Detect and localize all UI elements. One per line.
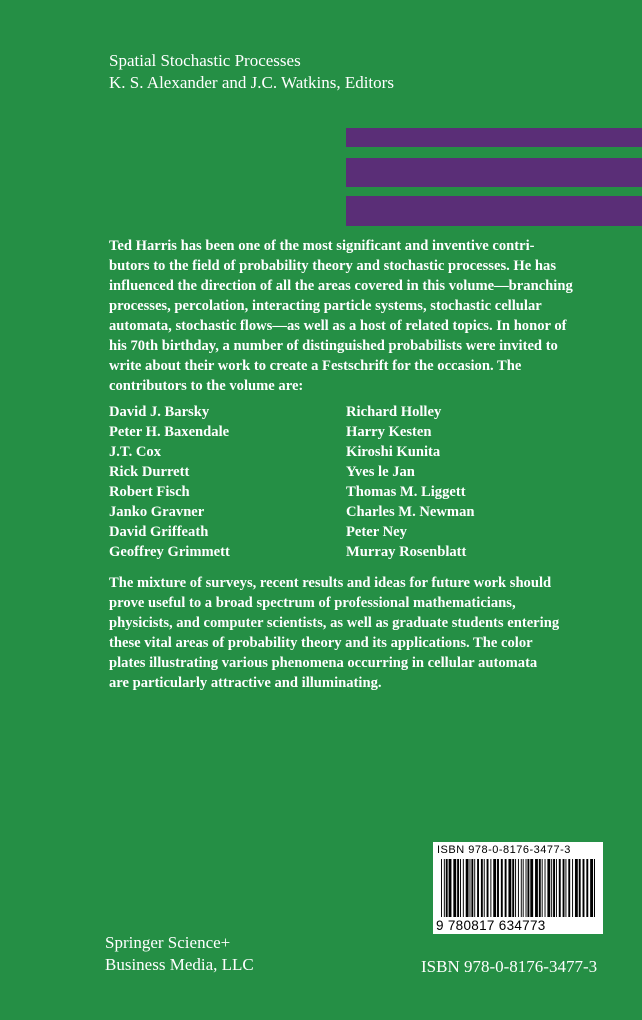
barcode-isbn-label: ISBN 978-0-8176-3477-3	[437, 844, 571, 856]
barcode-bar	[490, 859, 491, 917]
closing-line: are particularly attractive and illuminating.	[109, 675, 382, 691]
closing-line: physicists, and computer scientists, as well as graduate students entering	[109, 615, 560, 631]
barcode-bar	[487, 859, 489, 917]
barcode-bar	[441, 859, 442, 917]
barcode-bars	[441, 859, 595, 917]
barcode-bar	[474, 859, 475, 917]
barcode-bar	[556, 859, 557, 917]
barcode-bar	[466, 859, 469, 917]
barcode-bar	[559, 859, 561, 917]
intro-line: butors to the field of probability theory and stochastic processes. He has	[109, 258, 557, 274]
contributor-name: Robert Fisch	[109, 484, 190, 500]
contributor-name: Geoffrey Grimmett	[109, 544, 230, 560]
barcode-bar	[518, 859, 519, 917]
intro-line: his 70th birthday, a number of distinguished probabilists were invited to	[109, 338, 558, 354]
intro-line: automata, stochastic flows—as well as a host of related topics. In honor of	[109, 318, 567, 334]
decorative-bar-3	[346, 196, 642, 226]
book-header	[109, 50, 394, 94]
barcode-bar	[594, 859, 595, 917]
closing-paragraph	[109, 573, 605, 693]
contributor-column-left	[109, 402, 230, 562]
barcode-bar	[568, 859, 570, 917]
contributor-name: Yves le Jan	[346, 464, 415, 480]
book-editors: K. S. Alexander and J.C. Watkins, Editors	[109, 73, 394, 92]
contributor-name: Richard Holley	[346, 404, 442, 420]
intro-line: processes, percolation, interacting particle systems, stochastic cellular	[109, 298, 542, 314]
contributor-name: Janko Gravner	[109, 504, 205, 520]
barcode-bar	[583, 859, 585, 917]
barcode-bar	[586, 859, 588, 917]
barcode-bar	[535, 859, 538, 917]
barcode-bar	[527, 859, 529, 917]
barcode-bar	[551, 859, 552, 917]
barcode-bar	[521, 859, 522, 917]
barcode-bar	[515, 859, 516, 917]
barcode-bar	[460, 859, 461, 917]
barcode-bar	[444, 859, 445, 917]
barcode-bar	[505, 859, 507, 917]
barcode-bar	[547, 859, 550, 917]
closing-line: The mixture of surveys, recent results and ideas for future work should	[109, 575, 552, 591]
barcode-bar	[512, 859, 514, 917]
isbn-text: ISBN 978-0-8176-3477-3	[421, 957, 598, 976]
barcode-bar	[501, 859, 503, 917]
barcode-bar	[493, 859, 496, 917]
contributor-name: Rick Durrett	[109, 464, 190, 480]
decorative-bar-2	[346, 158, 642, 187]
intro-line: contributors to the volume are:	[109, 378, 304, 394]
book-title: Spatial Stochastic Processes	[109, 51, 301, 70]
intro-line: influenced the direction of all the areas covered in this volume—branching	[109, 278, 573, 294]
barcode-bar	[477, 859, 479, 917]
publisher	[105, 932, 254, 976]
contributor-name: Murray Rosenblatt	[346, 544, 467, 560]
contributor-name: Harry Kesten	[346, 424, 432, 440]
barcode-bar	[446, 859, 448, 917]
barcode-bar	[590, 859, 593, 917]
publisher-line-1: Springer Science+	[105, 933, 231, 952]
barcode-bar	[545, 859, 546, 917]
contributor-name: Peter Ney	[346, 524, 407, 540]
barcode-bar	[526, 859, 527, 917]
barcode-bar	[572, 859, 573, 917]
barcode-bar	[508, 859, 511, 917]
barcode-bar	[449, 859, 452, 917]
barcode-bar	[553, 859, 555, 917]
contributor-name: Thomas M. Liggett	[346, 484, 466, 500]
barcode-digits: 9 780817 634773	[436, 918, 546, 933]
contributor-name: David Griffeath	[109, 524, 209, 540]
contributor-name: Charles M. Newman	[346, 504, 475, 520]
barcode-bar	[542, 859, 543, 917]
barcode-bar	[565, 859, 566, 917]
contributor-name: Kiroshi Kunita	[346, 444, 441, 460]
barcode-bar	[463, 859, 464, 917]
contributor-name: Peter H. Baxendale	[109, 424, 230, 440]
barcode-bar	[457, 859, 459, 917]
barcode-bar	[579, 859, 581, 917]
intro-line: Ted Harris has been one of the most significant and inventive contri-	[109, 238, 535, 254]
intro-line: write about their work to create a Festschrift for the occasion. The	[109, 358, 522, 374]
barcode-bar	[530, 859, 533, 917]
barcode-bar	[539, 859, 541, 917]
publisher-line-2: Business Media, LLC	[105, 955, 254, 974]
closing-line: these vital areas of probability theory and its applications. The color	[109, 635, 533, 651]
barcode-bar	[470, 859, 471, 917]
barcode-bar	[453, 859, 456, 917]
barcode-bar	[563, 859, 565, 917]
barcode-bar	[471, 859, 473, 917]
barcode-bar	[481, 859, 483, 917]
contributor-name: David J. Barsky	[109, 404, 210, 420]
isbn-barcode	[433, 842, 603, 934]
closing-line: plates illustrating various phenomena occurring in cellular automata	[109, 655, 538, 671]
contributor-name: J.T. Cox	[109, 444, 162, 460]
decorative-bar-1	[346, 128, 642, 147]
barcode-bar	[523, 859, 524, 917]
intro-paragraph	[109, 236, 605, 396]
closing-line: prove useful to a broad spectrum of professional mathematicians,	[109, 595, 516, 611]
barcode-bar	[575, 859, 578, 917]
barcode-bar	[497, 859, 499, 917]
contributor-column-right	[346, 402, 475, 562]
barcode-bar	[484, 859, 485, 917]
